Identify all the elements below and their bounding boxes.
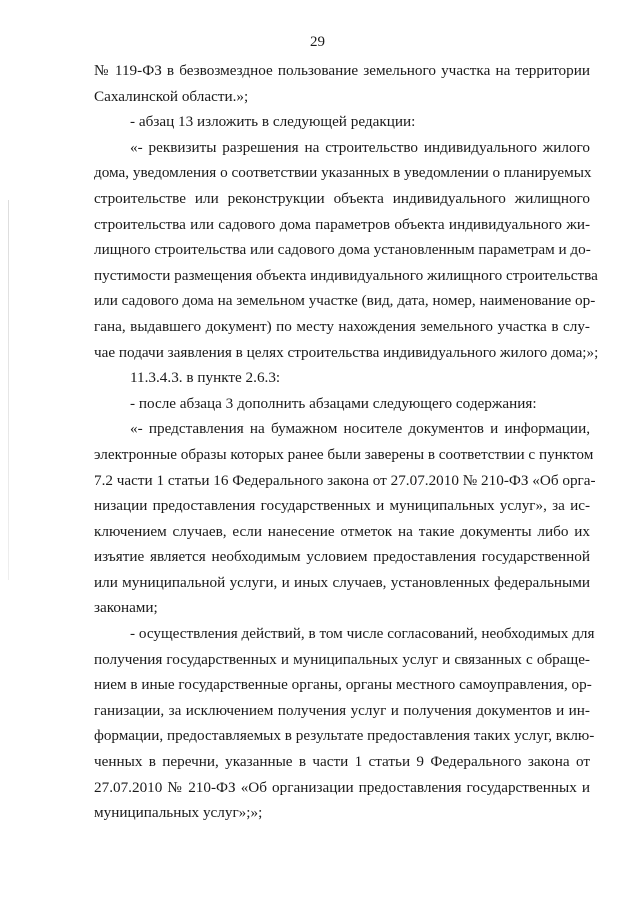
text-line: 11.3.4.3. в пункте 2.6.3: [130, 369, 281, 387]
text-line: гана, выдавшего документ) по месту нахождения земельного участка в слу- [94, 317, 590, 335]
text-line: или садового дома на земельном участке (вид, дата, номер, наименование ор- [94, 292, 596, 310]
text-line: ключением случаев, если нанесение отметок на такие документы либо их [94, 522, 590, 540]
text-line: ченных в перечни, указанные в части 1 статьи 9 Федерального закона от [94, 753, 590, 771]
text-line: - абзац 13 изложить в следующей редакции: [130, 113, 416, 131]
text-line: электронные образы которых ранее были заверены в соответствии с пунктом [94, 445, 594, 463]
page-number: 29 [310, 34, 325, 50]
text-line: № 119-ФЗ в безвозмездное пользование земельного участка на территории [94, 62, 590, 79]
scan-edge-mark [8, 200, 9, 580]
text-line: строительстве или реконструкции объекта индивидуального жилищного [94, 189, 590, 207]
text-line: пустимости размещения объекта индивидуального жилищного строительства [94, 266, 598, 284]
text-line: чае подачи заявления в целях строительства индивидуального жилого дома;»; [94, 343, 599, 361]
text-line: формации, предоставляемых в результате предоставления таких услуг, вклю- [94, 727, 595, 745]
text-line: - после абзаца 3 дополнить абзацами следующего содержания: [130, 394, 537, 412]
text-line: дома, уведомления о соответствии указанных в уведомлении о планируемых [94, 164, 592, 182]
text-line: 27.07.2010 № 210-ФЗ «Об организации предоставления государственных и [94, 778, 590, 796]
text-line: «- представления на бумажном носителе документов и информации, [130, 420, 590, 438]
text-line: лищного строительства или садового дома установленным параметрам и до- [94, 241, 591, 259]
text-line: изъятие является необходимым условием предоставления государственной [94, 548, 590, 566]
text-line: или муниципальной услуги, и иных случаев, установленных федеральными [94, 573, 590, 591]
text-line: - осуществления действий, в том числе согласований, необходимых для [130, 625, 595, 643]
text-line: строительства или садового дома параметров объекта индивидуального жи- [94, 215, 590, 233]
text-line: 7.2 части 1 статьи 16 Федерального закона от 27.07.2010 № 210-ФЗ «Об орга- [94, 471, 596, 489]
text-line: нием в иные государственные органы, органы местного самоуправления, ор- [94, 676, 592, 694]
text-line: законами; [94, 599, 158, 617]
text-line: низации предоставления государственных и муниципальных услуг», за ис- [94, 497, 590, 515]
text-line: Сахалинской области.»; [94, 87, 249, 105]
text-line: «- реквизиты разрешения на строительство индивидуального жилого [130, 138, 590, 156]
text-line: получения государственных и муниципальных услуг и связанных с обраще- [94, 650, 590, 668]
text-line: ганизации, за исключением получения услуг и получения документов и ин- [94, 701, 590, 719]
document-body [94, 58, 599, 826]
text-line: муниципальных услуг»;»; [94, 804, 263, 822]
